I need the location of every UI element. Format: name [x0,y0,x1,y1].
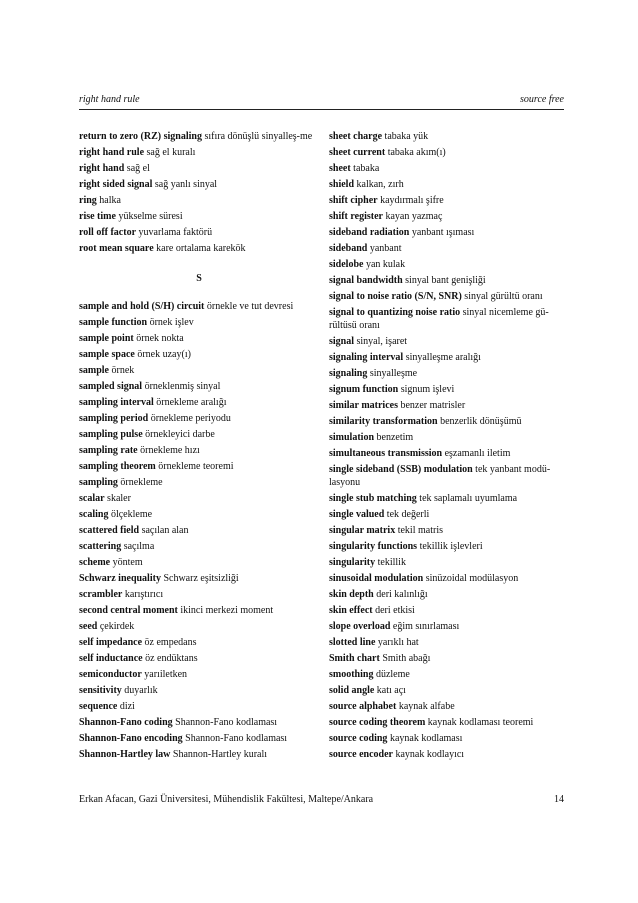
entry-definition: Schwarz eşitsizliği [163,573,239,584]
right-entries [329,130,569,761]
entry-term: smoothing [329,669,374,680]
page-footer [79,794,564,805]
entry-definition: sinyal nicemleme gü-rültüsü oranı [329,307,549,331]
entry-definition: yuvarlama faktörü [138,227,213,238]
entry-term: scattered field [79,525,140,536]
entry-term: sampling period [79,413,149,424]
header-right-term: source free [520,94,564,105]
entry-term: sample function [79,317,148,328]
glossary-entry [79,572,319,585]
entry-term: roll off factor [79,227,137,238]
entry-definition: saçılan alan [141,525,189,536]
entry-definition: tabaka [353,163,380,174]
entry-term: Shannon-Hartley law [79,749,171,760]
glossary-entry [329,194,569,207]
entry-definition: duyarlık [124,685,158,696]
entry-definition: sinyal bant genişliği [405,275,486,286]
entry-definition: örnekleme teoremi [158,461,234,472]
glossary-entry [329,748,569,761]
entry-definition: Shannon-Fano kodlaması [185,733,288,744]
entry-definition: Shannon-Fano kodlaması [175,717,278,728]
glossary-entry [79,130,319,143]
entry-term: Schwarz inequality [79,573,161,584]
glossary-entry [329,290,569,303]
entry-term: signal to quantizing noise ratio [329,307,461,318]
glossary-entry [329,130,569,143]
glossary-entry [329,700,569,713]
entry-definition: düzleme [375,669,410,680]
glossary-entry [79,588,319,601]
entry-definition: sinüzoidal modülasyon [425,573,519,584]
header-left-term: right hand rule [79,94,140,105]
glossary-entry [79,444,319,457]
entry-term: source coding theorem [329,717,426,728]
entry-definition: yükselme süresi [118,211,183,222]
glossary-entry [329,636,569,649]
entry-definition: sağ el kuralı [146,147,196,158]
entry-definition: Smith abağı [382,653,431,664]
footer-author: Erkan Afacan, Gazi Üniversitesi, Mühendislik Fakültesi, Maltepe/Ankara [79,794,374,805]
entry-definition: sağ el [126,163,150,174]
entry-definition: kaynak alfabe [398,701,455,712]
glossary-entry [79,380,319,393]
glossary-entry [79,476,319,489]
entry-term: sensitivity [79,685,122,696]
entry-term: sampled signal [79,381,143,392]
glossary-entry [329,242,569,255]
entry-definition: kaynak kodlaması [389,733,463,744]
entry-term: sampling theorem [79,461,156,472]
entry-definition: kare ortalama karekök [156,243,246,254]
glossary-entry [329,226,569,239]
entry-definition: karıştırıcı [124,589,164,600]
glossary-entry [79,748,319,761]
entry-definition: benzetim [376,432,414,443]
glossary-entry [79,364,319,377]
entry-definition: benzer matrisler [400,400,466,411]
glossary-entry [329,351,569,364]
glossary-entry [329,162,569,175]
glossary-entry [329,508,569,521]
glossary-entry [329,415,569,428]
entry-definition: eğim sınırlaması [392,621,460,632]
glossary-entry [329,572,569,585]
entry-definition: örnekleme hızı [140,445,200,456]
entry-term: singularity functions [329,541,418,552]
entry-definition: tabaka yük [384,131,429,142]
entry-definition: kaynak kodlayıcı [395,749,465,760]
entry-term: signum function [329,384,399,395]
entry-term: simulation [329,432,375,443]
glossary-entry [79,396,319,409]
entry-term: root mean square [79,243,154,254]
glossary-entry [79,508,319,521]
entry-definition: örnekle ve tut devresi [206,301,294,312]
entry-term: ring [79,195,97,206]
entry-definition: sinyalleşme aralığı [405,352,481,363]
entry-definition: kaynak kodlaması teoremi [427,717,534,728]
entry-term: similarity transformation [329,416,438,427]
glossary-entry [329,335,569,348]
entry-term: second central moment [79,605,178,616]
entry-term: skin depth [329,589,374,600]
entry-term: single sideband (SSB) modulation [329,464,473,475]
entry-term: signaling [329,368,368,379]
entry-definition: tekillik işlevleri [419,541,483,552]
entry-term: sheet charge [329,131,383,142]
glossary-entry [79,300,319,313]
entry-definition: benzerlik dönüşümü [440,416,522,427]
right-column [329,130,569,764]
left-column [79,130,319,764]
entry-term: self impedance [79,637,143,648]
entry-definition: yanbant ışıması [411,227,475,238]
glossary-entry [79,242,319,255]
entry-term: sideband radiation [329,227,410,238]
glossary-entry [329,274,569,287]
entry-definition: kayan yazmaç [385,211,443,222]
entry-term: Shannon-Fano encoding [79,733,183,744]
glossary-entry [79,162,319,175]
entry-term: sampling [79,477,118,488]
entry-definition: tek saplamalı uyumlama [419,493,518,504]
glossary-entry [79,226,319,239]
entry-term: rise time [79,211,116,222]
entry-definition: sıfıra dönüşlü sinyalleş-me [204,131,313,142]
entry-term: sideband [329,243,368,254]
glossary-entry [79,316,319,329]
entry-term: seed [79,621,98,632]
glossary-entry [329,620,569,633]
entry-definition: ölçekleme [110,509,153,520]
glossary-entry [79,540,319,553]
running-header [79,94,564,108]
glossary-entry [329,367,569,380]
glossary-entry [329,258,569,271]
entry-definition: sinyal gürültü oranı [464,291,543,302]
glossary-entry [79,684,319,697]
entry-definition: örnek uzay(ı) [137,349,191,360]
glossary-entry [329,604,569,617]
entry-definition: Shannon-Hartley kuralı [172,749,268,760]
entry-term: scattering [79,541,122,552]
page-number: 14 [554,794,564,805]
entry-term: slotted line [329,637,376,648]
entry-definition: kalkan, zırh [356,179,404,190]
entry-term: sheet [329,163,351,174]
left-s-entries [79,300,319,761]
entry-definition: tek yanbant modü-lasyonu [329,464,551,488]
entry-term: sample space [79,349,135,360]
glossary-entry [79,668,319,681]
entry-term: signal to noise ratio (S/N, SNR) [329,291,462,302]
entry-definition: tabaka akım(ı) [387,147,446,158]
glossary-entry [329,178,569,191]
glossary-entry [79,524,319,537]
glossary-entry [329,399,569,412]
glossary-entry [329,732,569,745]
entry-term: semiconductor [79,669,142,680]
entry-term: single stub matching [329,493,417,504]
entry-definition: sinyalleşme [369,368,418,379]
entry-term: self inductance [79,653,143,664]
entry-definition: öz endüktans [145,653,198,664]
glossary-entry [329,306,569,332]
entry-term: return to zero (RZ) signaling [79,131,202,142]
entry-term: simultaneous transmission [329,448,443,459]
entry-term: right sided signal [79,179,153,190]
glossary-entry [329,652,569,665]
entry-definition: yanbant [369,243,402,254]
glossary-entry [79,332,319,345]
entry-definition: örnekleme periyodu [150,413,231,424]
entry-definition: örnek işlev [149,317,194,328]
entry-term: solid angle [329,685,375,696]
entry-term: Shannon-Fano coding [79,717,173,728]
entry-term: similar matrices [329,400,398,411]
entry-term: singularity [329,557,376,568]
entry-term: right hand [79,163,125,174]
glossary-entry [79,604,319,617]
glossary-entry [329,588,569,601]
section-heading: S [196,273,202,284]
glossary-entry [329,668,569,681]
entry-definition: yan kulak [365,259,406,270]
entry-term: scalar [79,493,105,504]
glossary-entry [79,636,319,649]
glossary-entry [329,383,569,396]
glossary-entry [79,412,319,425]
entry-definition: ikinci merkezi moment [180,605,274,616]
entry-term: single valued [329,509,385,520]
glossary-entry [79,428,319,441]
glossary-entry [79,178,319,191]
entry-term: skin effect [329,605,373,616]
glossary-entry [329,556,569,569]
entry-term: Smith chart [329,653,380,664]
glossary-entry [329,540,569,553]
glossary-entry [79,732,319,745]
glossary-entry [79,620,319,633]
entry-term: source coding [329,733,388,744]
entry-term: source encoder [329,749,393,760]
glossary-entry [79,556,319,569]
entry-definition: örnekleme [120,477,163,488]
glossary-entry [79,652,319,665]
entry-definition: katı açı [376,685,406,696]
entry-definition: yarıklı hat [377,637,419,648]
entry-term: sampling interval [79,397,154,408]
glossary-entry [79,210,319,223]
entry-definition: kaydırmalı şifre [380,195,444,206]
entry-definition: yöntem [112,557,143,568]
entry-term: sample [79,365,109,376]
section-gap [79,258,319,270]
entry-definition: sağ yanlı sinyal [154,179,218,190]
glossary-entry [79,492,319,505]
entry-definition: eşzamanlı iletim [444,448,511,459]
entry-definition: örnek nokta [136,333,184,344]
glossary-entry [329,492,569,505]
entry-definition: tek değerli [386,509,430,520]
glossary-entry [329,463,569,489]
entry-definition: deri kalınlığı [376,589,428,600]
entry-definition: çekirdek [99,621,135,632]
entry-term: signal [329,336,355,347]
entry-term: sample and hold (S/H) circuit [79,301,205,312]
entry-term: signaling interval [329,352,404,363]
entry-term: sampling pulse [79,429,143,440]
entry-term: sequence [79,701,118,712]
entry-definition: skaler [107,493,131,504]
entry-term: scheme [79,557,111,568]
glossary-entry [329,146,569,159]
entry-term: sheet current [329,147,386,158]
entry-definition: dizi [119,701,135,712]
glossary-entry [79,700,319,713]
header-rule [79,109,564,110]
entry-definition: deri etkisi [375,605,415,616]
entry-definition: örnek [111,365,135,376]
entry-term: shift cipher [329,195,378,206]
glossary-entry [329,210,569,223]
entry-definition: saçılma [123,541,155,552]
glossary-entry [79,194,319,207]
entry-definition: sinyal, işaret [356,336,408,347]
entry-term: source alphabet [329,701,397,712]
entry-definition: örneklenmiş sinyal [144,381,221,392]
glossary-entry [79,716,319,729]
entry-term: sample point [79,333,134,344]
glossary-entry [79,460,319,473]
glossary-entry [79,348,319,361]
glossary-entry [329,524,569,537]
glossary-entry [329,684,569,697]
entry-term: sinusoidal modulation [329,573,424,584]
entry-definition: tekillik [377,557,406,568]
entry-definition: örnekleyici darbe [145,429,215,440]
glossary-entry [329,447,569,460]
entry-term: sidelobe [329,259,364,270]
entry-term: right hand rule [79,147,145,158]
entry-term: singular matrix [329,525,396,536]
left-r-entries [79,130,319,255]
entry-definition: signum işlevi [400,384,455,395]
entry-term: shield [329,179,355,190]
entry-term: sampling rate [79,445,138,456]
entry-definition: tekil matris [397,525,443,536]
glossary-entry [79,146,319,159]
glossary-entry [329,431,569,444]
entry-term: signal bandwidth [329,275,403,286]
entry-term: shift register [329,211,383,222]
entry-term: scaling [79,509,109,520]
entry-definition: yarıiletken [144,669,188,680]
entry-definition: öz empedans [144,637,197,648]
entry-term: scrambler [79,589,123,600]
entry-definition: örnekleme aralığı [156,397,227,408]
entry-definition: halka [99,195,121,206]
entry-term: slope overload [329,621,391,632]
glossary-entry [329,716,569,729]
